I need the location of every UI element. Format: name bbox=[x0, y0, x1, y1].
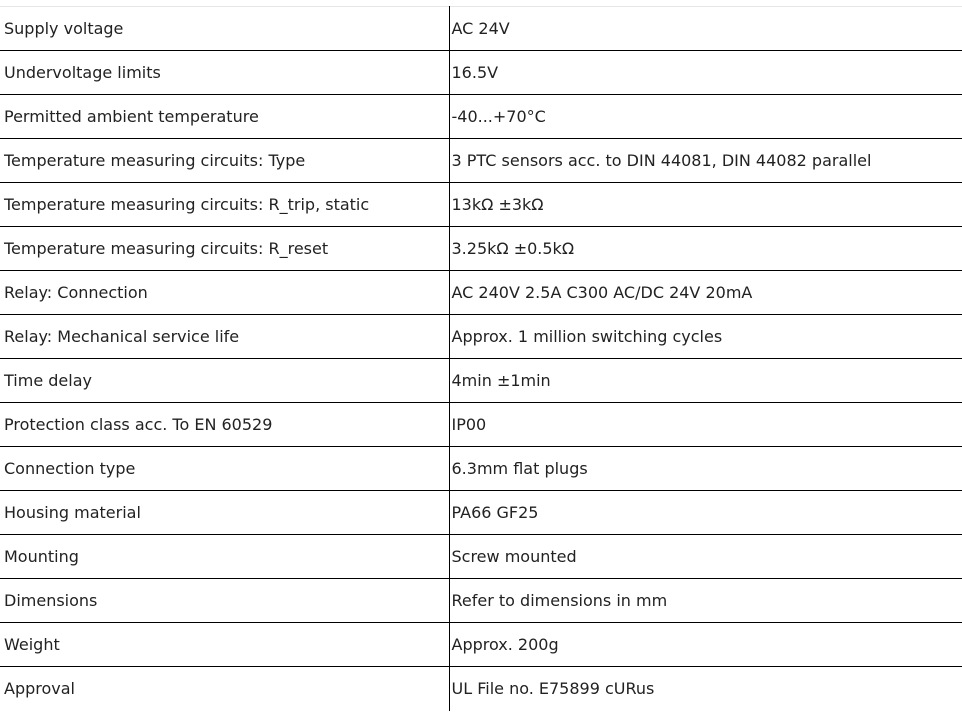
table-row bbox=[0, 535, 962, 579]
table-row bbox=[0, 139, 962, 183]
spec-label: Time delay bbox=[0, 359, 449, 403]
spec-value: 13kΩ ±3kΩ bbox=[449, 183, 962, 227]
spec-label: Weight bbox=[0, 623, 449, 667]
spec-value: UL File no. E75899 cURus bbox=[451, 678, 655, 698]
table-row bbox=[0, 579, 962, 623]
spec-value: Screw mounted bbox=[449, 535, 962, 579]
spec-value: 4min ±1min bbox=[449, 359, 962, 403]
table-row bbox=[0, 51, 962, 95]
spec-value: Approx. 200g bbox=[449, 623, 962, 667]
table-row bbox=[0, 95, 962, 139]
spec-value: -40...+70°C bbox=[449, 95, 962, 139]
spec-label: Undervoltage limits bbox=[0, 51, 449, 95]
table-row bbox=[0, 403, 962, 447]
spec-label: Temperature measuring circuits: Type bbox=[0, 139, 449, 183]
table-row bbox=[0, 7, 962, 51]
spec-label: Dimensions bbox=[0, 579, 449, 623]
table-row bbox=[0, 667, 962, 711]
spec-value: AC 24V bbox=[449, 7, 962, 51]
spec-label: Permitted ambient temperature bbox=[0, 95, 449, 139]
spec-label: Protection class acc. To EN 60529 bbox=[0, 403, 449, 447]
spec-value: 3 PTC sensors acc. to DIN 44081, DIN 44082 parallel bbox=[449, 139, 962, 183]
spec-label: Supply voltage bbox=[0, 7, 449, 51]
spec-label: Temperature measuring circuits: R_reset bbox=[0, 227, 449, 271]
spec-value: IP00 bbox=[449, 403, 962, 447]
spec-value: 3.25kΩ ±0.5kΩ bbox=[449, 227, 962, 271]
spec-value: AC 240V 2.5A C300 AC/DC 24V 20mA bbox=[449, 271, 962, 315]
table-row bbox=[0, 227, 962, 271]
table-row bbox=[0, 491, 962, 535]
spec-label: Temperature measuring circuits: R_trip, static bbox=[0, 183, 449, 227]
table-row bbox=[0, 623, 962, 667]
spec-label: Approval bbox=[0, 667, 449, 711]
table-row bbox=[0, 447, 962, 491]
table-row bbox=[0, 183, 962, 227]
spec-value: 16.5V bbox=[449, 51, 962, 95]
spec-label: Connection type bbox=[0, 447, 449, 491]
spec-label: Mounting bbox=[0, 535, 449, 579]
table-row bbox=[0, 271, 962, 315]
spec-value: Approx. 1 million switching cycles bbox=[449, 315, 962, 359]
spec-label: Relay: Connection bbox=[0, 271, 449, 315]
spec-value: 6.3mm flat plugs bbox=[449, 447, 962, 491]
spec-label: Relay: Mechanical service life bbox=[0, 315, 449, 359]
spec-value: PA66 GF25 bbox=[449, 491, 962, 535]
table-row bbox=[0, 359, 962, 403]
spec-value: Refer to dimensions in mm bbox=[449, 579, 962, 623]
table-row bbox=[0, 315, 962, 359]
spec-label: Housing material bbox=[0, 491, 449, 535]
specifications-table bbox=[0, 6, 962, 711]
